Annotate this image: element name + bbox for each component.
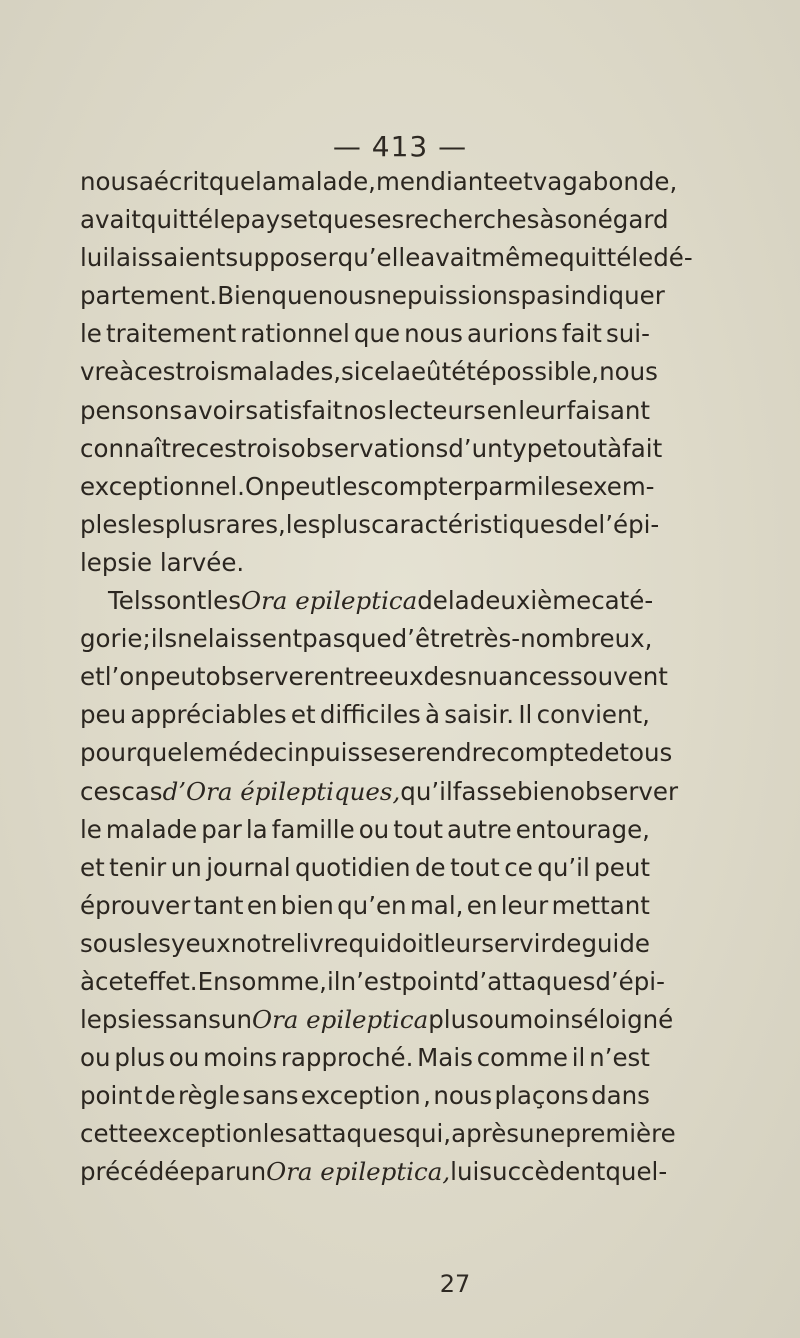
text-line: éprouver tant en bien qu’en mal, en leur mettant xyxy=(80,890,650,920)
italic-term: Ora epileptica xyxy=(241,586,418,616)
text-line: ples les plus rares, les plus caractéristiques de l’épi- xyxy=(80,509,660,539)
text-line: et tenir un journal quotidien de tout ce qu’il peut xyxy=(80,852,650,882)
text-line: pour que le médecin puisse se rendre compte de tous xyxy=(80,738,673,768)
text-line: vre à ces trois malades, si cela eût été possible, nous xyxy=(80,357,658,387)
text-line: lui laissaient supposer qu’elle avait même quitté le dé- xyxy=(80,243,693,273)
italic-term: d’Ora épileptiques, xyxy=(162,776,401,806)
text-line: le malade par la famille ou tout autre entourage, xyxy=(80,814,650,844)
text-line: ou plus ou moins rapproché. Mais comme il n’est xyxy=(80,1043,650,1073)
text-line: avait quitté le pays et que ses recherches à son égard xyxy=(80,205,669,235)
text-line: nous a écrit que la malade, mendiante et vagabonde, xyxy=(80,167,678,196)
text-line: partement. Bien que nous ne puissions pas indiquer xyxy=(80,281,665,311)
body-text xyxy=(80,163,693,1192)
text-line: ces cas d’Ora épileptiques, qu’il fasse bien observer xyxy=(80,773,650,811)
text-line: gorie; ils ne laissent pas que d’être très-nombreux, xyxy=(80,624,653,654)
text-line: exceptionnel. On peut les compter parmi les exem- xyxy=(80,471,655,501)
text-line: Tels sont les Ora epileptica de la deuxième caté- xyxy=(80,582,650,620)
text-line: précédée par un Ora epileptica, lui succèdent quel- xyxy=(80,1153,650,1191)
text-line: point de règle sans exception , nous plaçons dans xyxy=(80,1081,650,1111)
text-line: connaître ces trois observations d’un type tout à fait xyxy=(80,433,663,463)
text-line: sous les yeux notre livre qui doit leur servir de guide xyxy=(80,928,650,958)
text-line: cette exception les attaques qui, après une première xyxy=(80,1119,676,1149)
text-line: peu appréciables et difficiles à saisir. Il convient, xyxy=(80,700,650,730)
text-line: lepsie larvée. xyxy=(80,547,245,577)
page-header: — 413 — xyxy=(332,130,468,163)
text-line: pensons avoir satisfait nos lecteurs en leur faisant xyxy=(80,395,650,425)
signature-mark: 27 xyxy=(439,1270,471,1298)
text-line: le traitement rationnel que nous aurions fait sui- xyxy=(80,319,650,349)
text-line: à cet effet. En somme, il n’est point d’attaques d’épi- xyxy=(80,966,665,996)
italic-term: Ora epileptica, xyxy=(266,1157,451,1187)
italic-term: Ora epileptica xyxy=(251,1005,429,1035)
text-line: lepsies sans un Ora epileptica plus ou moins éloigné xyxy=(80,1001,650,1039)
text-line: et l’on peut observer entre eux des nuances souvent xyxy=(80,662,668,692)
